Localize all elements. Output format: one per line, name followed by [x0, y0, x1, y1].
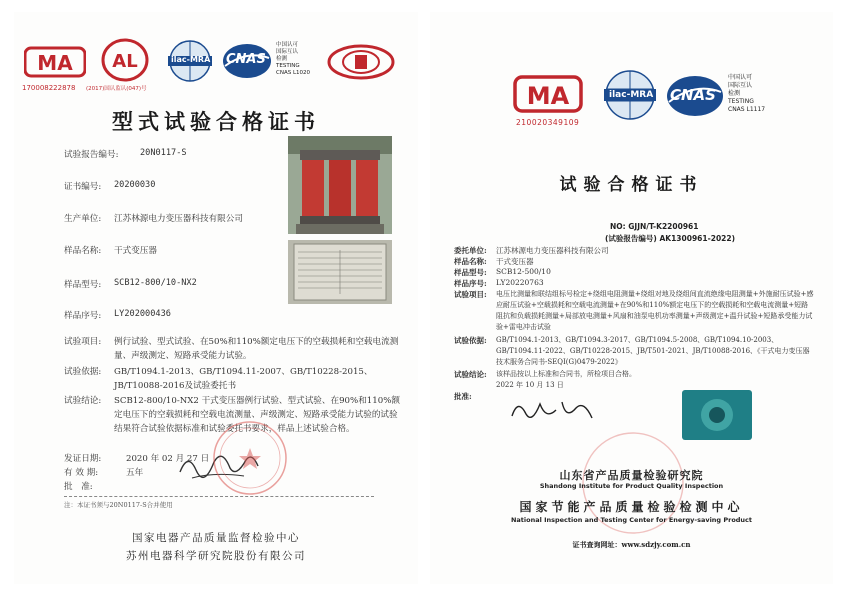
svg-text:MA: MA — [526, 82, 570, 110]
standards-text: GB/T1094.1-2013、GB/T1094.11-2007、GB/T10228-2015、JB/T10088-2016及试验委托书 — [114, 367, 373, 391]
cnas-line: 国际互认 — [276, 49, 299, 55]
cma-logo-mark — [24, 45, 86, 79]
cnas-text: CNAS — [226, 52, 266, 67]
cal-number: (2017)国认监认(047)号 — [86, 86, 147, 92]
org-line: 国家电器产品质量监督检验中心 — [132, 532, 300, 544]
conclusion-text: 该样品按以上标准和合同书，所检项目合格。 — [496, 370, 636, 378]
field-label: 证书编号: — [64, 182, 102, 192]
right-certificate — [430, 12, 833, 584]
cnas-caption — [276, 42, 310, 77]
cnas-line: 中国认可 — [728, 74, 753, 81]
conclusion-label: 试验结论: — [64, 396, 102, 406]
test-items-label: 试验项目: — [64, 337, 102, 347]
cnas-logo — [222, 42, 272, 80]
org-line: 苏州电器科学研究院股份有限公司 — [126, 550, 306, 562]
note-divider — [64, 496, 374, 497]
field-label: 试验报告编号: — [64, 150, 119, 160]
sample-model-value: SCB12-500/10 — [496, 267, 551, 276]
validity-value: 五年 — [126, 468, 144, 478]
left-certificate — [14, 12, 418, 584]
left-red-seal — [210, 418, 290, 498]
ilac-text: ilac-MRA — [171, 55, 211, 64]
report-no: (试验报告编号) AK1300961-2022) — [605, 234, 736, 243]
transformer-photo — [288, 136, 392, 234]
issue-date: 2022 年 10 月 13 日 — [496, 381, 564, 389]
cnas-line: TESTING — [276, 63, 300, 69]
cnas-line: CNAS L1020 — [276, 70, 311, 76]
cqc-logo — [326, 42, 396, 82]
cnas-line: TESTING — [728, 98, 754, 105]
test-items-label: 试验项目: — [454, 290, 487, 299]
org-name-en: Shandong Institute for Product Quality Inspection — [539, 482, 724, 490]
standards-text: GB/T1094.1-2013、GB/T1094.3-2017、GB/T1094.5-2008、GB/T1094.10-2003、GB/T1094.11-2022、GB/T10228-2015、JB/T501-2021、JB/T10088-2016、《干式电力变压器技术服务合同书-SEQI(G)0479-2022》 — [496, 336, 810, 366]
cma-logo — [22, 40, 88, 84]
field-label: 样品型号: — [64, 280, 102, 290]
cnas-line: 国际互认 — [728, 82, 753, 89]
approver-label: 批 准: — [64, 482, 93, 492]
sample-model-value: SCB12-800/10-NX2 — [114, 278, 197, 288]
cma-number: 210020349109 — [516, 118, 580, 127]
field-label: 样品序号: — [64, 311, 102, 321]
cqc-badge-icon — [327, 43, 395, 81]
issue-date-label: 发证日期: — [64, 454, 102, 464]
verify-website: 证书查询网址：www.sdzjy.com.cn — [572, 540, 691, 549]
svg-text:AL: AL — [112, 51, 138, 72]
right-title: 试验合格证书 — [559, 175, 704, 195]
cma-logo — [512, 70, 584, 118]
sample-serial-value: LY202000436 — [114, 309, 171, 319]
certificate-number-value: 20200030 — [114, 180, 156, 190]
center-name-cn: 国家节能产品质量检验检测中心 — [519, 500, 744, 514]
conclusion-text: SCB12-800/10-NX2 干式变压器例行试验、型式试验、在90%和110%额定电压下的空载损耗和空载电流测量、声级测定、短路承受能力试验的试验结果符合试验依据标准和试验委托书要求，样品上述试验合格。 — [114, 396, 400, 434]
field-label: 样品名称: — [454, 257, 487, 266]
cnas-logo — [666, 74, 724, 118]
note-text: 注：本证书须与20N0117-S合并使用 — [64, 501, 173, 509]
field-label: 样品序号: — [454, 279, 487, 288]
sample-name-value: 干式变压器 — [114, 246, 157, 256]
test-items-text: 电压比测量和联结组标号检定+绕组电阻测量+绕组对地及绕组间直流绝缘电阻测量+外施耐压试验+感应耐压试验+空载损耗和空载电流测量+在90%和110%额定电压下的空载损耗和空载电流测量+短路阻抗和负载损耗测量+局部放电测量+风扇和油泵电机功率测量+声级测定+温升试验+短路承受能力试验+雷电冲击试验 — [496, 290, 814, 331]
sample-serial-value: LY20220763 — [496, 278, 544, 287]
transformer-image — [288, 136, 392, 234]
cnas-line: CNAS L1117 — [728, 106, 766, 113]
field-label: 委托单位: — [454, 246, 487, 255]
ilac-mra-logo — [600, 68, 660, 122]
issue-date-value: 2020 年 02 月 27 日 — [126, 454, 210, 464]
test-items-text: 例行试验、型式试验、在50%和110%额定电压下的空载损耗和空载电流测量、声级测定、短路承受能力试验。 — [114, 337, 399, 361]
svg-text:MA: MA — [37, 51, 73, 75]
conclusion-label: 试验结论: — [454, 370, 487, 379]
cal-logo — [100, 36, 150, 84]
field-label: 样品型号: — [454, 268, 487, 277]
field-label: 生产单位: — [64, 214, 102, 224]
sample-name-value: 干式变压器 — [496, 257, 534, 266]
cnas-line: 检测 — [728, 90, 741, 97]
cnas-caption — [728, 74, 765, 114]
nameplate-photo — [288, 240, 392, 304]
cma-number: 170008222878 — [22, 84, 76, 92]
manufacturer-value: 江苏林源电力变压器科技有限公司 — [114, 214, 243, 224]
cal-logo-mark — [101, 38, 149, 82]
org-name-cn: 山东省产品质量检验研究院 — [559, 469, 704, 482]
approver-signature — [506, 390, 602, 430]
standards-label: 试验依据: — [64, 367, 102, 377]
report-number-value: 20N0117-S — [140, 148, 187, 158]
cnas-text: CNAS — [670, 86, 716, 104]
cnas-line: 检测 — [276, 56, 288, 62]
cnas-line: 中国认可 — [276, 42, 299, 48]
ilac-text: ilac-MRA — [609, 90, 654, 100]
left-title: 型式试验合格证书 — [112, 109, 320, 134]
center-name-en: National Inspection and Testing Center for Energy-saving Product — [510, 516, 753, 524]
validity-label: 有 效 期: — [64, 468, 99, 478]
cma-logo-mark — [513, 73, 583, 115]
nameplate-image — [288, 240, 392, 304]
client-value: 江苏林源电力变压器科技有限公司 — [496, 246, 609, 255]
standards-label: 试验依据: — [454, 336, 487, 345]
ilac-mra-logo — [162, 38, 218, 84]
field-label: 样品名称: — [64, 246, 102, 256]
certificate-no: NO: GJJN/T-K2200961 — [610, 222, 699, 231]
approver-label: 批准: — [454, 392, 472, 401]
